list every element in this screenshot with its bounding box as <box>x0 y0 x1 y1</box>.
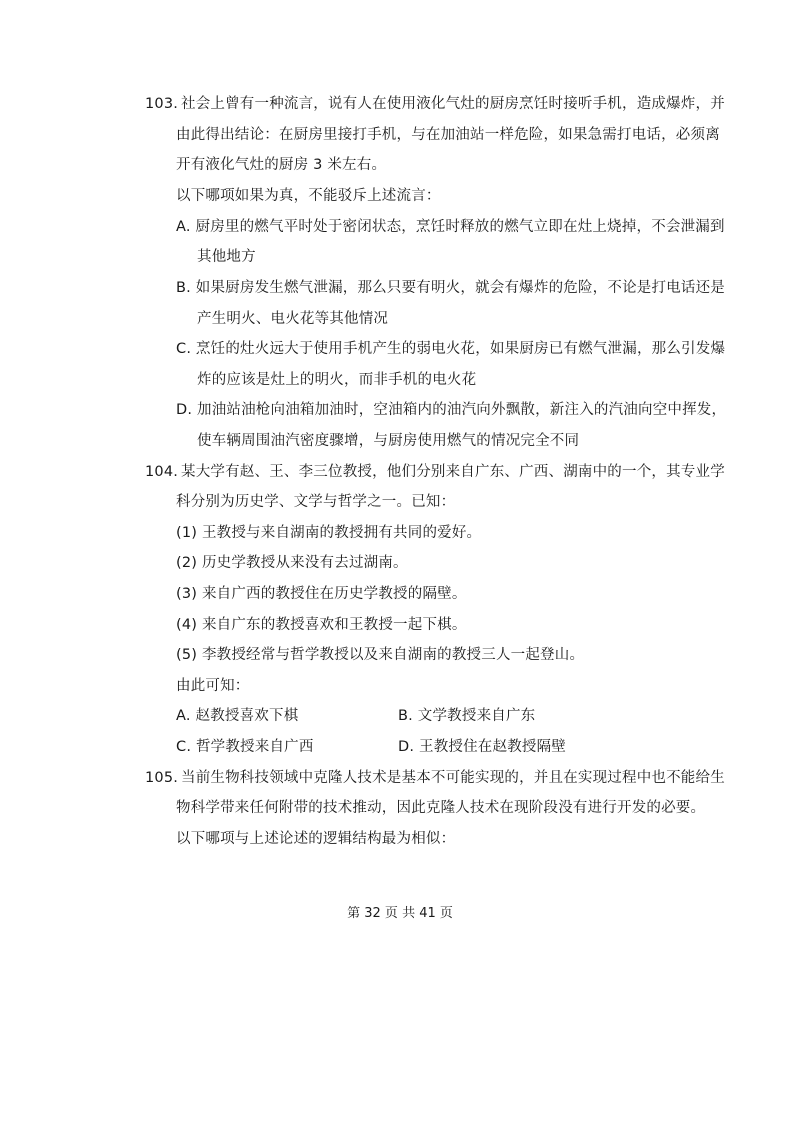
option-d: D. 加油站油枪向油箱加油时，空油箱内的油汽向外飘散，新注入的汽油向空中挥发， <box>176 402 727 418</box>
question-stem-line: 103. 社会上曾有一种流言，说有人在使用液化气灶的厨房烹饪时接听手机，造成爆炸，并 <box>145 96 725 112</box>
option-b: B. 如果厨房发生燃气泄漏，那么只要有明火，就会有爆炸的危险，不论是打电话还是 <box>176 280 725 296</box>
option-label: C. <box>176 341 192 357</box>
option-c: C. 哲学教授来自广西 <box>176 739 314 755</box>
option-b: B. 文学教授来自广东 <box>398 708 536 724</box>
option-b-cont: 产生明火、电火花等其他情况 <box>197 311 389 327</box>
option-c-cont: 炸的应该是灶上的明火，而非手机的电火花 <box>197 372 477 388</box>
option-label: A. <box>176 708 191 724</box>
question-prompt: 由此可知： <box>176 678 250 694</box>
question-number: 104. <box>145 464 179 480</box>
option-a: A. 赵教授喜欢下棋 <box>176 708 299 724</box>
option-label: B. <box>176 280 191 296</box>
question-stem-line: 物科学带来任何附带的技术推动，因此克隆人技术在现阶段没有进行开发的必要。 <box>176 800 706 816</box>
option-label: C. <box>176 739 192 755</box>
question-stem-line: 由此得出结论：在厨房里接打手机，与在加油站一样危险，如果急需打电话，必须离 <box>176 127 720 143</box>
question-number: 103. <box>145 96 179 112</box>
option-d: D. 王教授住在赵教授隔壁 <box>398 739 566 755</box>
option-label: D. <box>176 402 193 418</box>
condition-1: (1) 王教授与来自湖南的教授拥有共同的爱好。 <box>176 525 482 541</box>
option-label: A. <box>176 219 191 235</box>
question-prompt: 以下哪项与上述论述的逻辑结构最为相似： <box>176 831 456 847</box>
option-label: B. <box>398 708 413 724</box>
question-prompt: 以下哪项如果为真，不能驳斥上述流言： <box>176 188 441 204</box>
condition-3: (3) 来自广西的教授住在历史学教授的隔壁。 <box>176 586 467 602</box>
page-number-footer: 第 32 页 共 41 页 <box>347 906 453 921</box>
question-stem-line: 开有液化气灶的厨房 3 米左右。 <box>176 157 387 173</box>
condition-4: (4) 来自广东的教授喜欢和王教授一起下棋。 <box>176 617 467 633</box>
question-number: 105. <box>145 770 179 786</box>
condition-5: (5) 李教授经常与哲学教授以及来自湖南的教授三人一起登山。 <box>176 647 585 663</box>
question-stem-line: 105. 当前生物科技领域中克隆人技术是基本不可能实现的，并且在实现过程中也不能给生 <box>145 770 725 786</box>
question-stem-line: 科分别为历史学、文学与哲学之一。已知： <box>176 494 456 510</box>
option-d-cont: 使车辆周围油汽密度骤增，与厨房使用燃气的情况完全不同 <box>197 433 580 449</box>
option-c: C. 烹饪的灶火远大于使用手机产生的弱电火花，如果厨房已有燃气泄漏，那么引发爆 <box>176 341 726 357</box>
option-a: A. 厨房里的燃气平时处于密闭状态，烹饪时释放的燃气立即在灶上烧掉，不会泄漏到 <box>176 219 725 235</box>
option-a-cont: 其他地方 <box>197 249 256 265</box>
option-label: D. <box>398 739 415 755</box>
question-stem-line: 104. 某大学有赵、王、李三位教授，他们分别来自广东、广西、湖南中的一个，其专业学 <box>145 464 725 480</box>
condition-2: (2) 历史学教授从来没有去过湖南。 <box>176 555 408 571</box>
